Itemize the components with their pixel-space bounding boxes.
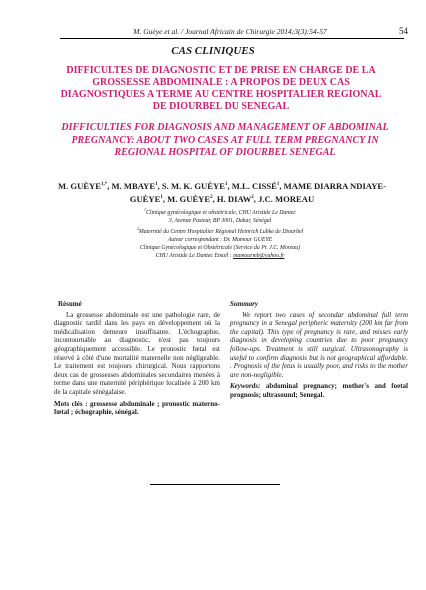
author: M. MBAYE [111,180,156,191]
affiliation-1: $^1$Clinique gynécologique et obstétricale, CHU Aristide Le Dantec [144,207,296,216]
author: S. M. K. GUÈYE [161,180,225,191]
corresponding-author: Auteur correspondant : Dr. Mamour GUEYE [167,236,273,243]
affiliation-2: $^2$Maternité du Centre Hospitalier Régional Heinrich Lubke de Diourbel [136,225,304,235]
abstract-heading: Résumé [58,300,82,308]
abstract-heading: Summary [230,300,259,308]
running-head: M. Guèye et al. / Journal Africain de Chirurgie 2014;3(3):54-57 [133,27,327,36]
author: J.C. MOREAU [258,194,315,205]
abstract-french [54,300,220,417]
section-label: CAS CLINIQUES [171,45,255,57]
author-affil-mark: 2 [251,195,254,201]
email-line: CHU Aristide Le Dantec Email : mamourmb@yahoo.fr [155,252,285,259]
title-english: DIFFICULTIES FOR DIAGNOSIS AND MANAGEMENT OF ABDOMINAL PREGNANCY: ABOUT TWO CASES AT FULL TERM PREGNANCY IN REGIONAL HOSPITAL OF DIOURBEL SENEGAL [61,122,389,158]
keywords-label: Keywords: [230,382,261,391]
keywords [54,400,220,417]
bottom-rule [150,484,280,485]
author: H. DIAW [216,194,252,205]
keywords-text: grossesse abdominale ; pronostic materno-fœtal ; échographie, sénégal. [54,399,220,417]
title-french: DIFFICULTES DE DIAGNOSTIC ET DE PRISE EN CHARGE DE LA GROSSESSE ABDOMINALE : A PROPOS DE DEUX CAS DIAGNOSTIQUES A TERME AU CENTRE HOSPITALIER REGIONAL DE DIOURBEL DU SENEGAL [60,65,382,112]
author-list: M. $GUÈYE^{1,*}$, M. MBAYE$^1$, S. M. K. GUÈYE$^1$, M.L. CISSÉ$^1$, MAME DIARRA NDIAYE-GUÈYE$^1$, M. GUÈYE$^2$, H. DIAW$^2$, J.C. MOREAU [57,180,387,205]
header-rule [60,38,404,39]
author: MAME DIARRA NDIAYE-GUÈYE [129,180,387,205]
author-affil-mark: 1 [224,182,228,187]
email-link[interactable]: mamourmb@yahoo.fr [233,252,285,259]
author: M. GUÈYE [167,194,211,205]
author-affil-mark: 1 [155,182,158,187]
keywords-text: abdominal pregnancy; mother's and foetal prognosis; ultrasound; Senegal. [230,382,409,399]
abstract-body: La grossesse abdominale est une pathologie rare, de diagnostic tardif dans les pays en développement où la médicalisation demeure insuffisante. L'échographie, incontournable au diagnostic, n'est pas toujours géographiquement accessible. Le pronostic fœtal est réservé à côté d'une mortalité maternelle non négligeable. Le traitement est toujours chirurgical. Nous rapportons deux cas de grossesses abdominales secondaires menées à terme dans une maternité périphérique localisée à 200 km de la capitale sénégalaise. [54,310,220,396]
author-affil-mark: 1,* [100,182,108,187]
clinic-line: Clinique Gynécologique et Obstétricale (Service du Pr. J.C. Moreau) [139,244,301,251]
keywords-label: Mots clés : [54,399,88,408]
abstract-english [230,300,408,400]
author-affil-mark: 1 [276,182,280,187]
keywords [230,382,408,399]
author: M. GUÈYE [57,180,101,191]
affiliation-1-address: 3, Avenue Pasteur, BP 3001, Dakar, Sénégal [168,217,272,224]
abstract-body: We report two cases of secondar abdominal full term pregnancy in a Senegal peripheric maternity (200 km far from the capital). This type of pregnancy is rare, and misses early diagnosis in developing countries due to poor pregnancy follow-ups. Treatment is still surgical. Ultrasonography is useful to confirm diagnosis but is not geographical affordable. . Prognosis of the fetus is usually poor, and risks to the mother are non-negligible. [230,310,408,379]
affiliations [60,206,380,260]
page-number: 54 [399,26,408,36]
author: M.L. CISSÉ [231,180,277,191]
author-affil-mark: 1 [160,195,163,201]
author-affil-mark: 2 [210,195,213,201]
